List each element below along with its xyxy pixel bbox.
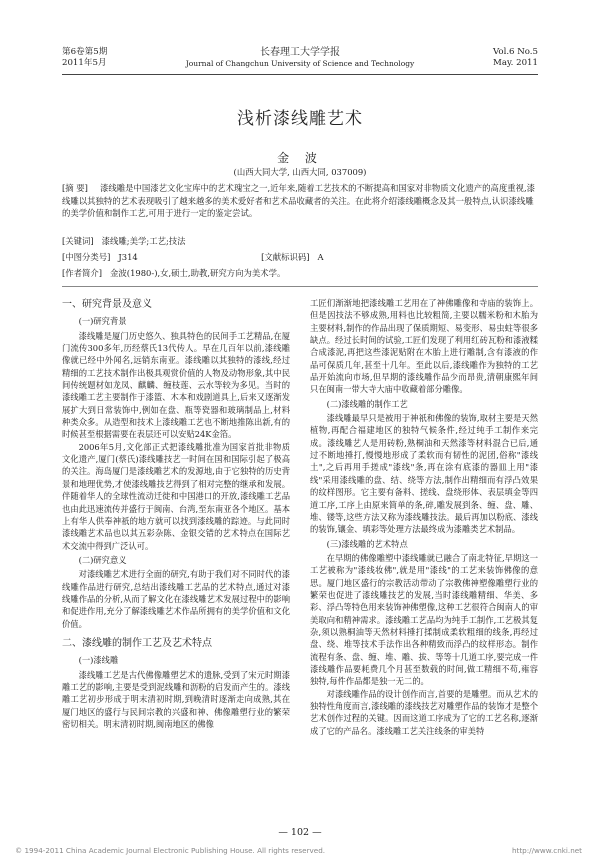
header-issue: [62, 47, 107, 69]
section-heading-2: 二、漆线雕的制作工艺及艺术特点: [62, 637, 212, 649]
abstract-label: [摘 要]: [62, 183, 88, 193]
keywords: [62, 235, 538, 248]
paragraph: 2006年5月,文化部正式把漆线雕批准为国家首批非物质文化遗产,厦门(蔡氏)漆线雕技艺一时间在国和国际引起了极高的关注。海岛厦门是漆线雕艺术的发源地,由于它独特的历史背景和地理优势,才使漆线雕技艺得到了相对完整的继承和发展。伴随着华人的全球性流动迁徙和中国港口的开放,漆线雕工艺品也由此迅速流传并盛行于闽南、台湾,至东南亚各个地区。基本上有华人供奉神祇的地方就可以找到漆线雕的踪迹。与此同时漆线雕艺术品也以其五彩杂陈、金银交错的艺术特点在国际艺术交流中得到广泛认可。: [62, 441, 290, 551]
keywords-text: 漆线雕;美学;工艺;技法: [101, 236, 186, 246]
paragraph: 漆线雕是厦门历史悠久、独具特色的民间手工艺精品,在厦门流传300多年,历经蔡氏13代传人。早在几百年以前,漆线雕像就已经中外闻名,远销东南亚。漆线雕以其独特的漆线,经过精细的工艺技术制作出极具观赏价值的人物及动物形象,其中民间传统题材如龙凤、麒麟、缠枝莲、云水等较为多见。当时的漆线雕工艺主要制作于漆篮、木本和戏剧道具上,后来又逐渐发展扩大到日常装饰中,例如在盘、瓶等瓷器和玻璃制品上,材料种类众多。从造型和技术上漆线雕工艺也不断地推陈出新,有的时候甚至根据需要在表层还可以安贴24K金箔。: [62, 330, 290, 440]
paragraph: 漆线雕工艺是古代佛像雕塑艺术的遗脉,受到了宋元时期漆雕工艺的影响,主要是受到泥线雕和沥粉的启发而产生的。漆线雕工艺初步形成于明末清初时期,到晚清时逐渐走向成熟,其在厦门地区的盛行与民间宗教的兴盛和神、佛像雕塑行业的繁荣密切相关。明末清初时期,闽南地区的佛像: [62, 669, 290, 729]
abstract-rule: [62, 286, 538, 287]
keywords-label: [关键词]: [62, 236, 94, 246]
subsection-heading-background: (一)研究背景: [78, 316, 127, 327]
subsection-heading-lacquer-thread: (一)漆线雕: [78, 655, 119, 666]
journal-name-cn: 长春理工大学学报: [260, 47, 340, 58]
paragraph: 漆线雕最早只是被用于神祇和佛像的装饰,取材主要是天然植物,再配合福建地区的独特气候条件,经过纯手工制作来完成。漆线雕艺人是用砖粉,熟桐油和天然漆等材料混合已后,通过不断地捶打,慢慢地形成了柔软而有韧性的泥团,俗称"漆线土",之后再用手搓成"漆线"条,再在涂有底漆的器皿上用"漆线"采用漆线雕的盘、结、绕等方法,制作出精细而有浮凸效果的纹样图形。它主要有备料、搓线、盘绕形体、表层填金等四道工序,工序上由原来简单的条,碎,雕发展到条、缠、盘、雕、堆、镂等,这些方法又称为漆线雕技法。最后再加以粉底、漆线的装饰,镶金、填彩等处理方法最终成为漆雕类艺术制品。: [310, 413, 538, 535]
paragraph: 在早期的佛像雕塑中漆线雕就已融合了南北特征,早期这一工艺被称为"漆线妆佛",就是用"漆线"的工艺来装饰佛像的意思。厦门地区盛行的宗教活动带动了宗教佛神塑像雕塑行业的繁荣也促进了漆线雕技艺的发展,当时漆线雕精细、华美、多彩、浮凸等特色用来装饰神佛塑像,这种工艺很符合闽南人的审美取向和精神需求。漆线雕工艺品均为纯手工制作,工艺极其复杂,须以熟桐油等天然材料捶打揉制成柔软粗细的线条,再经过盘、绕、堆等技术手法作出各种精致而浮凸的纹样形态。制作流程有条、盘、缠、堆、雕、拔、等等十几道工序,要完成一件漆线雕作品要耗费几个月甚至数载的时间,做工精细不苟,雍容独特,每件作品都是独一无二的。: [310, 552, 538, 687]
author-affiliation: (山西大同大学, 山西大同, 037009): [233, 167, 367, 177]
subsection-heading-significance: (二)研究意义: [78, 554, 127, 565]
classification: [62, 251, 538, 264]
paragraph: 对漆线雕艺术进行全面的研究,有助于我们对不同时代的漆线雕作品进行研究,总结出漆线雕工艺品的艺术特点,通过对漆线雕作品的分析,从而了解文化在漆线雕艺术发展过程中的影响和促进作用,充分了解漆线雕艺术作品所拥有的美学价值和文化价值。: [62, 569, 290, 629]
header-rule: [62, 74, 538, 75]
header-volume-en: Vol.6 No.5: [492, 47, 538, 57]
bio-label: [作者简介]: [62, 268, 103, 278]
subsection-heading-process: (二)漆线雕的制作工艺: [326, 398, 408, 409]
author-bio: [62, 267, 538, 280]
website-link[interactable]: http://www.cnki.net: [511, 846, 582, 855]
clc-label: [中图分类号]: [62, 252, 111, 262]
paragraph: 对漆线雕作品的设计创作而言,首要的是雕塑。而从艺术的独特性角度而言,漆线雕的漆线技艺对雕塑作品的装饰才是整个艺术创作过程的关键。因而这道工序成为了它的工艺名称,逐渐成了它的产品名。漆线雕工艺关注线条的审美特: [310, 688, 538, 736]
abstract: [62, 182, 538, 220]
header-volume: 第6卷第5期: [62, 47, 108, 57]
copyright-bar: [15, 846, 582, 855]
left-column: [62, 297, 290, 730]
header-journal: [150, 47, 450, 69]
article-author: 金 波: [277, 151, 323, 165]
abstract-text: 漆线雕是中国漆艺文化宝库中的艺术瑰宝之一,近年来,随着工艺技术的不断提高和国家对非物质文化遗产的高度重视,漆线雕以其独特的艺术表现吸引了越来越多的美术爱好者和艺术品收藏者的关注。在此将介绍漆线雕概念及其一般特点,认识漆线雕的美学价值和制作工艺,可用于进行一定的鉴定尝试。: [62, 183, 536, 218]
header-date-en: May. 2011: [493, 58, 538, 68]
copyright-text: © 1994-2011 China Academic Journal Electronic Publishing House. All rights reserved.: [15, 846, 326, 855]
bio-text: 金波(1980-),女,硕士,助教,研究方向为美术学。: [110, 268, 286, 278]
subsection-heading-features: (三)漆线雕的艺术特点: [326, 538, 408, 549]
paragraph: 工匠们渐渐地把漆线雕工艺用在了神佛雕像和寺庙的装饰上。但是因技法不够成熟,用料也比较粗简,主要以糯米粉和木胎为主要材料,制作的作品出现了保质期短、易变形、易虫蛀等很多缺点。经过长时间的试验,工匠们发现了利用红砖瓦粉和漆液糅合成漆泥,再把这些漆泥贴附在木胎上进行雕制,含有漆液的作品可保质几年,甚至十几年。至此以后,漆线雕作为独特的工艺品开始流向市场,但早期的漆线雕作品少而昂贵,清朝康熙年间只在闽南一带大寺大庙中收藏着部分雕像。: [310, 298, 538, 395]
section-heading-1: 一、研究背景及意义: [62, 299, 152, 310]
right-column: [310, 297, 538, 737]
doc-code: A: [317, 252, 324, 262]
header-issue-en: [493, 47, 538, 69]
page-number: — 102 —: [278, 827, 322, 838]
journal-name-en: Journal of Changchun University of Science and Technology: [185, 59, 415, 68]
header-date: 2011年5月: [62, 58, 107, 68]
article-title: 浅析漆线雕艺术: [237, 109, 363, 129]
doc-code-label: [文献标识码]: [261, 252, 310, 262]
clc-code: J314: [118, 252, 138, 262]
